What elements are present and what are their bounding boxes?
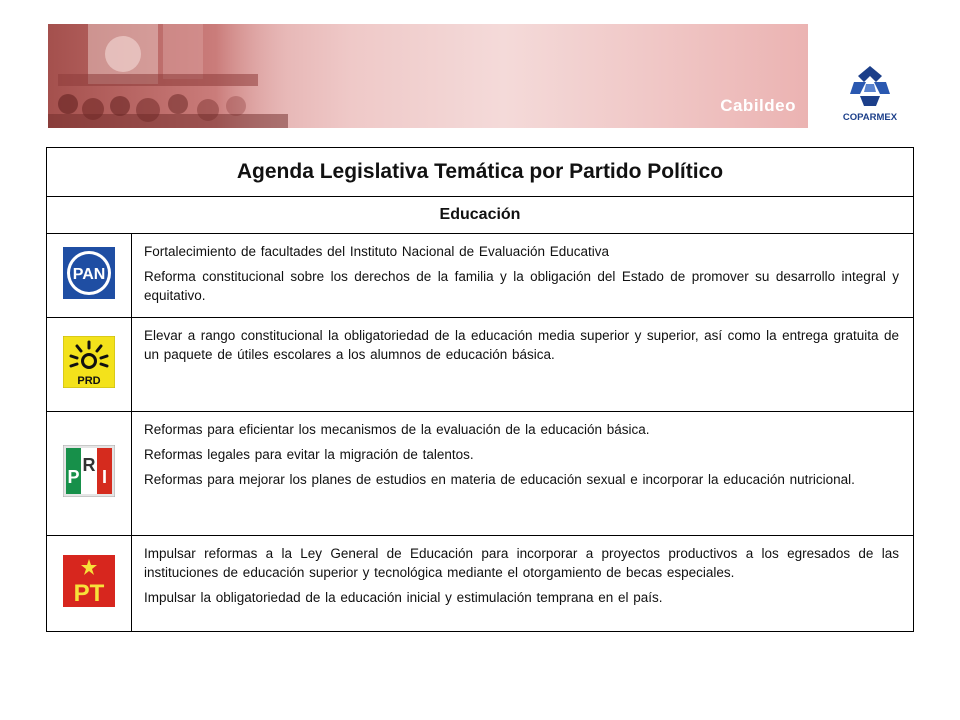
party-logo-cell	[47, 318, 132, 412]
title-row	[47, 148, 914, 197]
party-agenda-text	[132, 412, 914, 536]
agenda-item: Reformas para eficientar los mecanismos de la evaluación de la educación básica.	[144, 422, 650, 437]
agenda-item: Reforma constitucional sobre los derechos de la familia y la obligación del Estado de promover su desarrollo integral y equitativo.	[144, 269, 899, 303]
pt-logo-icon	[63, 555, 115, 607]
prd-logo-icon	[63, 336, 115, 388]
party-logo-cell	[47, 234, 132, 318]
agenda-item: Impulsar la obligatoriedad de la educación inicial y estimulación temprana en el país.	[144, 590, 663, 605]
agenda-table	[46, 147, 914, 632]
party-row-pan	[47, 234, 914, 318]
table-title: Agenda Legislativa Temática por Partido Político	[47, 148, 914, 197]
svg-text:P: P	[67, 467, 80, 487]
agenda-item: Reformas legales para evitar la migración de talentos.	[144, 447, 474, 462]
party-row-pri	[47, 412, 914, 536]
party-agenda-text	[132, 234, 914, 318]
pan-logo-text: PAN	[72, 266, 106, 283]
agenda-item: Elevar a rango constitucional la obligatoriedad de la educación media superior y superior, así como la entrega gratuita de un paquete de útiles escolares a los alumnos de educación básica.	[144, 328, 899, 362]
pan-logo-icon	[63, 247, 115, 299]
pri-logo-icon	[63, 445, 115, 497]
party-row-prd	[47, 318, 914, 412]
svg-text:I: I	[101, 467, 108, 487]
party-logo-cell	[47, 412, 132, 536]
agenda-item: Reformas para mejorar los planes de estudios en materia de educación sexual e incorporar la educación nutricional.	[144, 472, 855, 487]
party-agenda-text	[132, 536, 914, 632]
agenda-item: Fortalecimiento de facultades del Instituto Nacional de Evaluación Educativa	[144, 244, 610, 259]
banner-title: Cabildeo	[720, 96, 796, 115]
svg-text:PT: PT	[73, 580, 105, 607]
agenda-item: Impulsar reformas a la Ley General de Educación para incorporar a proyectos productivos a los egresados de las instituciones de educación superior y tecnológica mediante el otorgamiento de becas especiales.	[144, 546, 899, 580]
party-logo-cell	[47, 536, 132, 632]
svg-text:R: R	[82, 455, 96, 475]
coparmex-logo	[832, 64, 908, 124]
topic-heading: Educación	[47, 197, 914, 234]
coparmex-logo-text: COPARMEX	[842, 112, 898, 123]
topic-row	[47, 197, 914, 234]
prd-logo-text: PRD	[77, 375, 101, 387]
party-agenda-text	[132, 318, 914, 412]
party-row-pt	[47, 536, 914, 632]
header-banner	[48, 24, 808, 128]
congress-photo-image	[48, 24, 288, 128]
coparmex-emblem-icon	[846, 64, 894, 110]
